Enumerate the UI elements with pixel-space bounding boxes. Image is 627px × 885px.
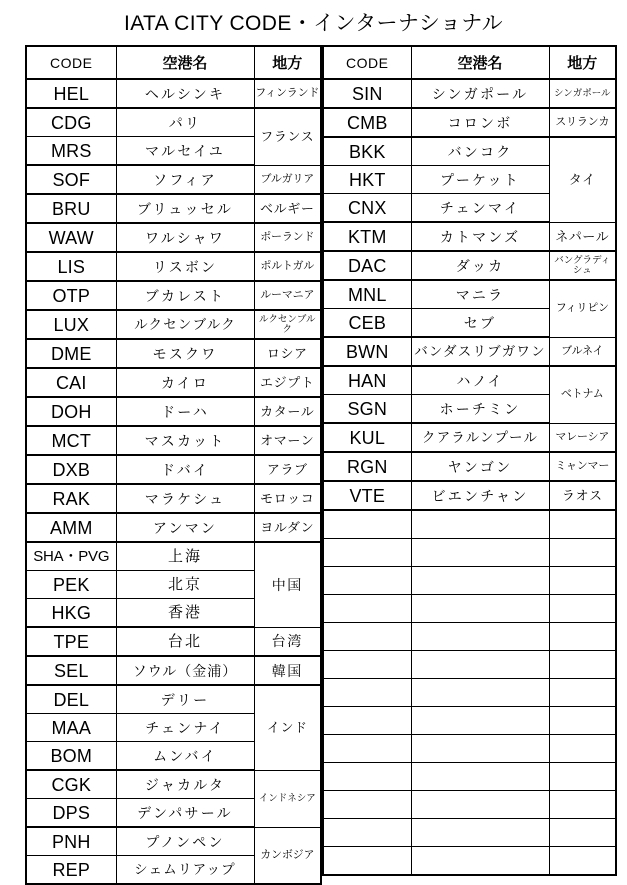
cell-code: RAK — [26, 484, 116, 513]
cell-airport-name: ブリュッセル — [116, 194, 254, 223]
table-row — [26, 339, 321, 368]
cell-airport-name: マニラ — [411, 280, 549, 309]
cell-region: ブルネイ — [549, 337, 616, 366]
cell-empty — [411, 595, 549, 623]
cell-empty — [323, 595, 411, 623]
cell-code: HAN — [323, 366, 411, 395]
cell-region: バングラディシュ — [549, 251, 616, 280]
cell-region: アラブ — [254, 455, 321, 484]
table-row — [26, 770, 321, 799]
table-row — [323, 280, 616, 309]
cell-empty — [411, 735, 549, 763]
column-header-region: 地方 — [549, 46, 616, 79]
table-row-empty — [323, 847, 616, 876]
cell-airport-name: ドーハ — [116, 397, 254, 426]
cell-airport-name: マルセイユ — [116, 137, 254, 166]
cell-empty — [411, 539, 549, 567]
cell-code: CMB — [323, 108, 411, 137]
cell-region: ルーマニア — [254, 281, 321, 310]
cell-code: DOH — [26, 397, 116, 426]
cell-airport-name: ムンバイ — [116, 742, 254, 771]
cell-empty — [323, 763, 411, 791]
cell-airport-name: クアラルンプール — [411, 423, 549, 452]
cell-region: フランス — [254, 108, 321, 165]
cell-empty — [323, 707, 411, 735]
table-row — [26, 310, 321, 339]
cell-region: フィリピン — [549, 280, 616, 337]
table-row-empty — [323, 679, 616, 707]
cell-airport-name: ジャカルタ — [116, 770, 254, 799]
cell-airport-name: ドバイ — [116, 455, 254, 484]
cell-region: ベトナム — [549, 366, 616, 423]
cell-region: エジプト — [254, 368, 321, 397]
cell-empty — [323, 567, 411, 595]
cell-airport-name: マラケシュ — [116, 484, 254, 513]
table-row — [26, 194, 321, 223]
cell-empty — [549, 847, 616, 876]
table-row — [323, 337, 616, 366]
cell-empty — [411, 679, 549, 707]
cell-code: SOF — [26, 165, 116, 194]
cell-code: BKK — [323, 137, 411, 166]
table-row — [26, 252, 321, 281]
cell-code: SHA・PVG — [26, 542, 116, 571]
cell-airport-name: ワルシャワ — [116, 223, 254, 252]
cell-airport-name: デリー — [116, 685, 254, 714]
cell-region: ヨルダン — [254, 513, 321, 542]
cell-empty — [323, 623, 411, 651]
cell-code: CNX — [323, 194, 411, 223]
table-row-empty — [323, 595, 616, 623]
cell-code: KUL — [323, 423, 411, 452]
cell-empty — [549, 539, 616, 567]
cell-code: MRS — [26, 137, 116, 166]
cell-region: ロシア — [254, 339, 321, 368]
table-body-right — [323, 79, 616, 875]
cell-code: SIN — [323, 79, 411, 108]
table-row — [26, 656, 321, 685]
cell-airport-name: ルクセンブルク — [116, 310, 254, 339]
table-row — [323, 452, 616, 481]
cell-empty — [411, 819, 549, 847]
cell-region: インド — [254, 685, 321, 770]
cell-empty — [549, 735, 616, 763]
cell-code: OTP — [26, 281, 116, 310]
cell-region: カタール — [254, 397, 321, 426]
cell-code: CAI — [26, 368, 116, 397]
table-row-empty — [323, 707, 616, 735]
table-row — [26, 426, 321, 455]
cell-region: ルクセンブルク — [254, 310, 321, 339]
cell-airport-name: マスカット — [116, 426, 254, 455]
cell-region: ポルトガル — [254, 252, 321, 281]
cell-empty — [411, 763, 549, 791]
table-row-empty — [323, 510, 616, 539]
cell-empty — [323, 819, 411, 847]
cell-empty — [323, 847, 411, 876]
table-row — [26, 165, 321, 194]
table-row-empty — [323, 735, 616, 763]
cell-empty — [549, 595, 616, 623]
cell-region: ブルガリア — [254, 165, 321, 194]
cell-airport-name: 香港 — [116, 599, 254, 628]
cell-empty — [549, 707, 616, 735]
cell-empty — [549, 567, 616, 595]
cell-airport-name: リスボン — [116, 252, 254, 281]
table-row-empty — [323, 791, 616, 819]
cell-airport-name: ブカレスト — [116, 281, 254, 310]
cell-code: HKT — [323, 166, 411, 194]
table-row — [26, 281, 321, 310]
table-row — [323, 366, 616, 395]
table-row — [323, 222, 616, 251]
cell-empty — [549, 623, 616, 651]
iata-table-left — [25, 45, 322, 885]
table-row-empty — [323, 623, 616, 651]
table-row — [26, 685, 321, 714]
cell-code: MCT — [26, 426, 116, 455]
cell-empty — [411, 707, 549, 735]
cell-empty — [323, 510, 411, 539]
cell-airport-name: デンパサール — [116, 799, 254, 828]
table-row — [26, 542, 321, 571]
cell-empty — [549, 651, 616, 679]
table-body-left — [26, 79, 321, 884]
table-row — [26, 484, 321, 513]
cell-empty — [411, 623, 549, 651]
table-row — [323, 137, 616, 166]
cell-region: シンガポール — [549, 79, 616, 108]
cell-region: インドネシア — [254, 770, 321, 827]
cell-airport-name: バンダスリブガワン — [411, 337, 549, 366]
column-header-code: CODE — [323, 46, 411, 79]
cell-airport-name: セブ — [411, 309, 549, 338]
table-row — [323, 79, 616, 108]
table-header-row — [323, 46, 616, 79]
cell-code: BRU — [26, 194, 116, 223]
table-row-empty — [323, 567, 616, 595]
cell-airport-name: シェムリアップ — [116, 856, 254, 885]
cell-region: ラオス — [549, 481, 616, 510]
cell-airport-name: チェンマイ — [411, 194, 549, 223]
page-title: IATA CITY CODE・インターナショナル — [123, 12, 504, 35]
cell-code: REP — [26, 856, 116, 885]
cell-region: 韓国 — [254, 656, 321, 685]
column-header-region: 地方 — [254, 46, 321, 79]
cell-region: マレーシア — [549, 423, 616, 452]
cell-code: DXB — [26, 455, 116, 484]
cell-empty — [549, 791, 616, 819]
cell-code: MNL — [323, 280, 411, 309]
table-row — [323, 108, 616, 137]
tables-container — [25, 45, 613, 885]
cell-region: モロッコ — [254, 484, 321, 513]
cell-code: KTM — [323, 222, 411, 251]
cell-code: HKG — [26, 599, 116, 628]
cell-code: PNH — [26, 827, 116, 856]
cell-empty — [411, 791, 549, 819]
table-row-empty — [323, 763, 616, 791]
cell-empty — [549, 679, 616, 707]
cell-code: TPE — [26, 627, 116, 656]
cell-empty — [411, 651, 549, 679]
cell-code: AMM — [26, 513, 116, 542]
table-header-row — [26, 46, 321, 79]
cell-empty — [323, 651, 411, 679]
cell-region: ネパール — [549, 222, 616, 251]
cell-airport-name: ヤンゴン — [411, 452, 549, 481]
cell-airport-name: モスクワ — [116, 339, 254, 368]
cell-code: DEL — [26, 685, 116, 714]
cell-code: MAA — [26, 714, 116, 742]
cell-airport-name: ホーチミン — [411, 395, 549, 424]
cell-code: CGK — [26, 770, 116, 799]
table-row — [26, 368, 321, 397]
cell-airport-name: カトマンズ — [411, 222, 549, 251]
cell-code: BOM — [26, 742, 116, 771]
cell-airport-name: ソフィア — [116, 165, 254, 194]
table-row — [26, 397, 321, 426]
cell-code: LIS — [26, 252, 116, 281]
cell-airport-name: 上海 — [116, 542, 254, 571]
cell-region: タイ — [549, 137, 616, 222]
cell-code: PEK — [26, 571, 116, 599]
cell-region: 中国 — [254, 542, 321, 627]
cell-empty — [411, 567, 549, 595]
column-header-airport: 空港名 — [116, 46, 254, 79]
cell-code: DPS — [26, 799, 116, 828]
cell-region: オマーン — [254, 426, 321, 455]
cell-region: フィンランド — [254, 79, 321, 108]
cell-empty — [323, 735, 411, 763]
cell-code: SEL — [26, 656, 116, 685]
column-header-code: CODE — [26, 46, 116, 79]
cell-airport-name: バンコク — [411, 137, 549, 166]
iata-table-right — [322, 45, 617, 876]
cell-empty — [323, 679, 411, 707]
cell-code: BWN — [323, 337, 411, 366]
cell-region: ベルギー — [254, 194, 321, 223]
table-row-empty — [323, 819, 616, 847]
cell-region: 台湾 — [254, 627, 321, 656]
cell-region: カンボジア — [254, 827, 321, 884]
table-row-empty — [323, 651, 616, 679]
column-header-airport: 空港名 — [411, 46, 549, 79]
cell-code: SGN — [323, 395, 411, 424]
cell-empty — [411, 847, 549, 876]
cell-code: HEL — [26, 79, 116, 108]
cell-code: CDG — [26, 108, 116, 137]
table-row — [26, 513, 321, 542]
cell-code: DAC — [323, 251, 411, 280]
cell-airport-name: ソウル（金浦） — [116, 656, 254, 685]
cell-code: DME — [26, 339, 116, 368]
cell-empty — [549, 819, 616, 847]
cell-airport-name: プーケット — [411, 166, 549, 194]
cell-airport-name: アンマン — [116, 513, 254, 542]
table-row-empty — [323, 539, 616, 567]
cell-empty — [323, 791, 411, 819]
cell-airport-name: ヘルシンキ — [116, 79, 254, 108]
cell-airport-name: チェンナイ — [116, 714, 254, 742]
cell-empty — [549, 510, 616, 539]
cell-airport-name: ダッカ — [411, 251, 549, 280]
cell-region: スリランカ — [549, 108, 616, 137]
cell-code: WAW — [26, 223, 116, 252]
cell-airport-name: コロンボ — [411, 108, 549, 137]
table-row — [26, 223, 321, 252]
table-row — [323, 481, 616, 510]
cell-airport-name: 台北 — [116, 627, 254, 656]
cell-region: ミャンマー — [549, 452, 616, 481]
table-row — [26, 827, 321, 856]
cell-airport-name: ビエンチャン — [411, 481, 549, 510]
table-row — [26, 79, 321, 108]
cell-code: CEB — [323, 309, 411, 338]
table-row — [26, 455, 321, 484]
cell-airport-name: プノンペン — [116, 827, 254, 856]
table-row — [323, 423, 616, 452]
cell-airport-name: ハノイ — [411, 366, 549, 395]
cell-code: RGN — [323, 452, 411, 481]
cell-empty — [549, 763, 616, 791]
table-row — [323, 251, 616, 280]
cell-airport-name: シンガポール — [411, 79, 549, 108]
cell-region: ポーランド — [254, 223, 321, 252]
table-row — [26, 627, 321, 656]
cell-code: VTE — [323, 481, 411, 510]
cell-airport-name: 北京 — [116, 571, 254, 599]
table-row — [26, 108, 321, 137]
cell-empty — [411, 510, 549, 539]
cell-airport-name: パリ — [116, 108, 254, 137]
cell-empty — [323, 539, 411, 567]
cell-airport-name: カイロ — [116, 368, 254, 397]
cell-code: LUX — [26, 310, 116, 339]
